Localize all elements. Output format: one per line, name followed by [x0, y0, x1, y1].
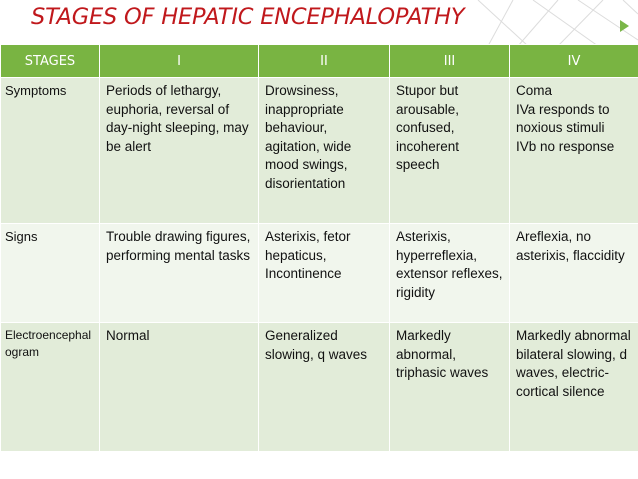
- header-stages: STAGES: [1, 45, 100, 78]
- row-label-symptoms: Symptoms: [1, 78, 100, 224]
- decorative-line-pattern: [458, 0, 638, 46]
- stages-table: [0, 44, 638, 452]
- table-row-signs: [1, 224, 638, 323]
- eeg-stage-4: Markedly abnormal bilateral slowing, d waves, electric-cortical silence: [510, 323, 638, 452]
- symptoms-stage-3: Stupor but arousable, confused, incoherent speech: [390, 78, 510, 224]
- slide-title: STAGES OF HEPATIC ENCEPHALOPATHY: [31, 4, 465, 30]
- row-label-signs: Signs: [1, 224, 100, 323]
- header-stage-4: IV: [510, 45, 638, 78]
- row-label-eeg: Electroencephalogram: [1, 323, 100, 452]
- table-row-symptoms: [1, 78, 638, 224]
- header-stage-3: III: [390, 45, 510, 78]
- symptoms-stage-1: Periods of lethargy, euphoria, reversal of day-night sleeping, may be alert: [100, 78, 259, 224]
- eeg-stage-2: Generalized slowing, q waves: [259, 323, 390, 452]
- table-header-row: [1, 45, 638, 78]
- signs-stage-1: Trouble drawing figures, performing mental tasks: [100, 224, 259, 323]
- eeg-stage-1: Normal: [100, 323, 259, 452]
- signs-stage-3: Asterixis, hyperreflexia, extensor reflexes, rigidity: [390, 224, 510, 323]
- header-stage-1: I: [100, 45, 259, 78]
- symptoms-stage-2: Drowsiness, inappropriate behaviour, agitation, wide mood swings, disorientation: [259, 78, 390, 224]
- signs-stage-4: Areflexia, no asterixis, flaccidity: [510, 224, 638, 323]
- play-arrow-icon: [620, 20, 629, 32]
- header-stage-2: II: [259, 45, 390, 78]
- signs-stage-2: Asterixis, fetor hepaticus, Incontinence: [259, 224, 390, 323]
- table-row-eeg: [1, 323, 638, 452]
- eeg-stage-3: Markedly abnormal, triphasic waves: [390, 323, 510, 452]
- symptoms-stage-4: Coma IVa responds to noxious stimuli IVb no response: [510, 78, 638, 224]
